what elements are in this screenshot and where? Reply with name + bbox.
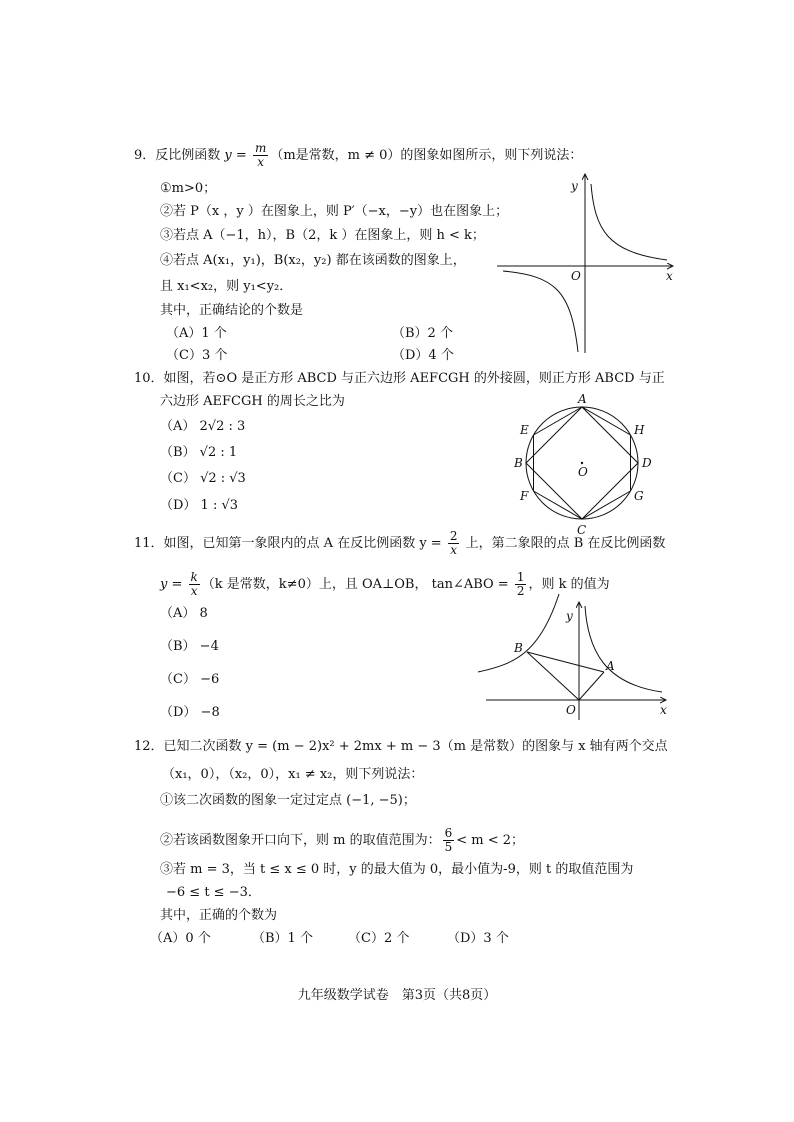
q11-curve-first-quadrant: [585, 606, 662, 692]
q12-stem-2: （x₁，0），（x₂，0），x₁ ≠ x₂，则下列说法：: [162, 767, 424, 782]
q10-label-a: A: [578, 392, 587, 406]
q11-number: 11．: [134, 536, 164, 551]
q10-option-c[interactable]: （C） √2 : √3: [160, 471, 246, 486]
q9-curve-quadrant-1: [591, 184, 667, 260]
q12-option-d[interactable]: （D）3 个: [447, 931, 509, 946]
q10-option-b[interactable]: （B） √2 : 1: [160, 445, 238, 460]
q9-origin-label: O: [571, 269, 581, 283]
q12-option-c[interactable]: （C）2 个: [348, 931, 410, 946]
q10-label-e: E: [520, 423, 529, 437]
q12-option-b[interactable]: （B）1 个: [252, 931, 313, 946]
q11-fraction-a: $\frac{2}{x}$: [449, 529, 458, 557]
q9-statement-1: ①m>0；: [160, 181, 217, 196]
q9-statement-4b: 且 x₁<x₂，则 y₁<y₂．: [160, 279, 293, 294]
q9-option-d[interactable]: （D）4 个: [392, 348, 454, 363]
q12-number: 12．: [134, 739, 164, 754]
q12-statement-3b: −6 ≤ t ≤ −3．: [166, 885, 261, 900]
q9-prompt: 其中，正确结论的个数是: [160, 303, 304, 318]
q11-y-label: y: [566, 609, 573, 623]
q10-label-h: H: [634, 423, 645, 437]
q10-number: 10．: [134, 371, 164, 386]
q9-y-label: y: [571, 179, 578, 193]
q10-stem-1: 10．如图，若⊙O 是正方形 ABCD 与正六边形 AEFCGH 的外接圆，则正方形 ABCD 与正: [134, 371, 665, 386]
q9-x-label: x: [666, 269, 673, 283]
q11-label-b: B: [514, 641, 523, 655]
q10-label-c: C: [577, 523, 587, 537]
q9-statement-2: ②若 P（x ，y ）在图象上，则 P′（−x，−y）也在图象上；: [160, 204, 509, 219]
q12-statement-3a: ③若 m = 3，当 t ≤ x ≤ 0 时，y 的最大值为 0，最小值为-9，则 t 的取值范围为: [160, 862, 634, 877]
q10-label-g: G: [634, 489, 644, 503]
q11-option-c[interactable]: （C） −6: [160, 672, 220, 687]
q9-option-a[interactable]: （A）1 个: [166, 326, 227, 341]
q9-curve-quadrant-3: [503, 271, 578, 352]
q12-fraction: $\frac{6}{5}$: [444, 826, 453, 854]
q12-stem-1: 12．已知二次函数 y = (m − 2)x² + 2mx + m − 3（m 是常数）的图象与 x 轴有两个交点: [134, 739, 668, 754]
q11-origin-label: O: [566, 703, 576, 717]
q10-stem-2: 六边形 AEFCGH 的周长之比为: [160, 394, 345, 409]
q10-label-b: B: [514, 456, 523, 470]
q12-option-a[interactable]: （A）0 个: [150, 931, 211, 946]
q10-option-d[interactable]: （D） 1 : √3: [160, 498, 239, 513]
q11-option-b[interactable]: （B） −4: [160, 639, 219, 654]
q11-label-a: A: [606, 659, 615, 673]
q10-figure: [505, 388, 665, 542]
q11-segment-oa: [579, 672, 604, 700]
q10-label-d: D: [642, 456, 652, 470]
q10-center-dot: [581, 462, 583, 464]
q11-stem-1: 11．如图，已知第一象限内的点 A 在反比例函数 y = $\frac{2}{x}$ 上，第二象限的点 B 在反比例函数: [134, 529, 666, 557]
q9-figure: [495, 170, 680, 359]
q11-x-label: x: [660, 703, 667, 717]
q12-statement-2: ②若该函数图象开口向下，则 m 的取值范围为： $\frac{6}{5}$ < m < 2；: [160, 826, 525, 854]
q9-option-b[interactable]: （B）2 个: [392, 326, 453, 341]
q9-stem: 9．反比例函数 y = $\frac{m}{x}$ （m是常数，m ≠ 0）的图象如图所示，则下列说法：: [134, 141, 583, 169]
q11-option-a[interactable]: （A） 8: [160, 606, 208, 621]
q9-fraction: $\frac{m}{x}$: [254, 141, 267, 169]
q12-prompt: 其中，正确的个数为: [160, 908, 278, 923]
q10-label-o: O: [578, 465, 588, 479]
q9-option-c[interactable]: （C）3 个: [166, 348, 228, 363]
q11-figure: [476, 592, 676, 726]
q9-statement-4a: ④若点 A(x₁，y₁)，B(x₂，y₂) 都在该函数的图象上，: [160, 253, 466, 268]
q9-number: 9．: [134, 148, 156, 163]
q10-option-a[interactable]: （A） 2√2 : 3: [160, 419, 246, 434]
q11-fraction-tan: $\frac{1}{2}$: [516, 570, 525, 598]
q11-option-d[interactable]: （D） −8: [160, 705, 220, 720]
q9-statement-3: ③若点 A（−1，h），B（2，k ）在图象上，则 h < k；: [160, 228, 485, 243]
q11-fraction-k: $\frac{k}{x}$: [190, 570, 198, 598]
q11-curve-second-quadrant: [478, 594, 559, 672]
q11-stem-2: y = $\frac{k}{x}$ （k 是常数，k≠0）上，且 OA⊥OB， tan∠ABO = $\frac{1}{2}$ ，则 k 的值为: [160, 570, 610, 598]
q12-statement-1: ①该二次函数的图象一定过定点 (−1, −5)；: [160, 793, 416, 808]
q10-label-f: F: [520, 489, 529, 503]
page-footer: 九年级数学试卷 第3页（共8页）: [297, 988, 497, 1003]
